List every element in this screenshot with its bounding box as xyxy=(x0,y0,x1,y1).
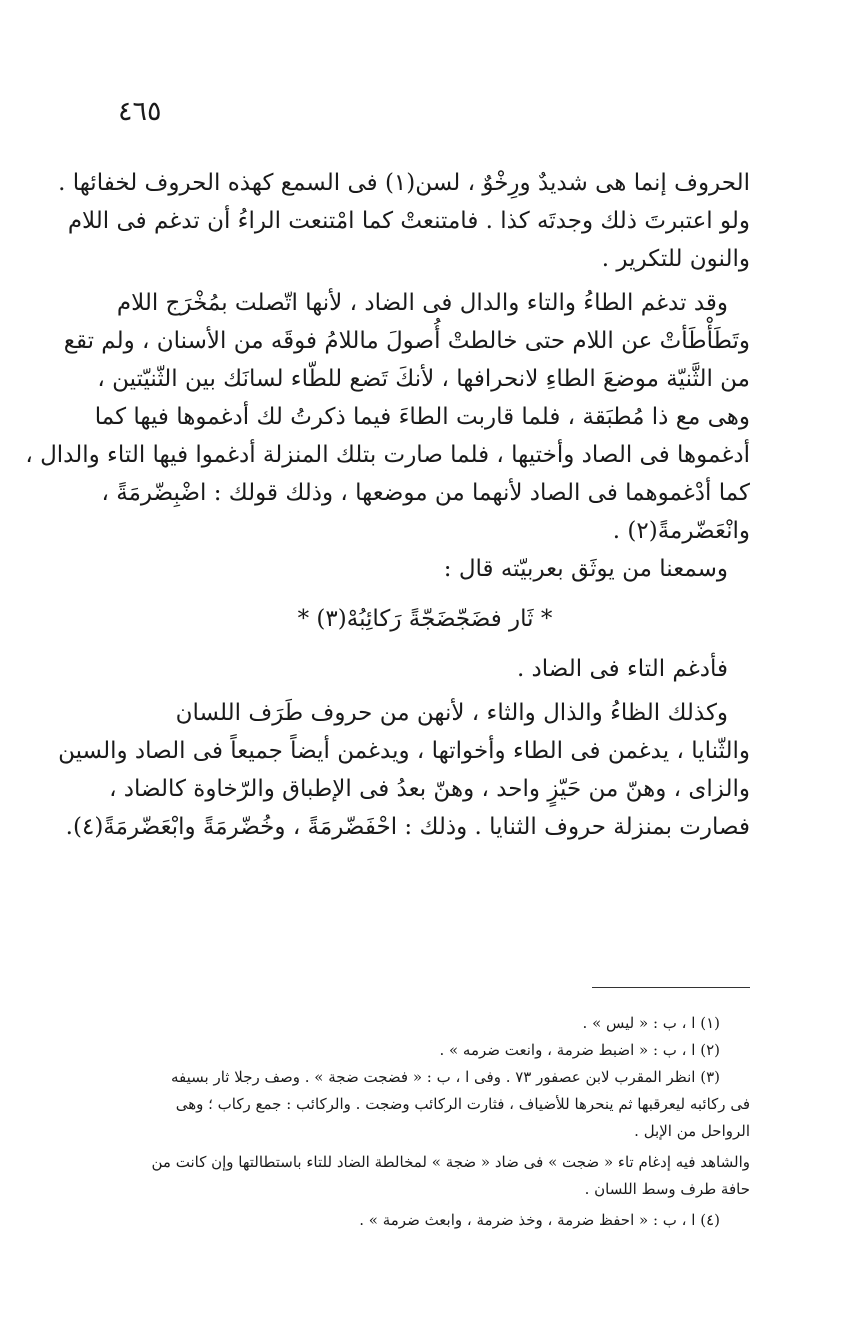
paragraph-start-line: وسمعنا من يوثَق بعربيّته قال : xyxy=(443,556,728,582)
text-line: وهى مع ذا مُطبَقة ، فلما قاربت الطاءَ فيما ذكرتُ لك أدغموها فيها كما xyxy=(94,404,750,430)
main-text xyxy=(25,164,750,846)
text-line: وتَطَأْطَأتْ عن اللام حتى خالطتْ أُصولَ ماللامُ فوقَه من الأسنان ، ولم تقع xyxy=(63,328,750,354)
footnote-1: (١) ا ، ب : « ليس » . xyxy=(582,1014,720,1032)
footnote-2: (٢) ا ، ب : « اضبط ضرمة ، وانعت ضرمه » . xyxy=(439,1041,720,1059)
footnotes xyxy=(100,1010,750,1234)
footnote-4: (٤) ا ، ب : « احفظ ضرمة ، وخذ ضرمة ، وابعث ضرمة » . xyxy=(359,1211,720,1229)
text-line: والثّنايا ، يدغمن فى الطاء وأخواتها ، ويدغمن أيضاً جميعاً فى الصاد والسين xyxy=(58,738,750,764)
footnote-3-continued: فى ركائبه ليعرقبها ثم ينحرها للأضياف ، فثارت الركائب وضجت . والركائب : جمع ركاب ؛ وهى xyxy=(175,1095,750,1113)
text-line: من الثَّنيّة موضعَ الطاءِ لانحرافها ، لأنكَ تَضع للطّاء لسانَك بين الثّنيّتين ، xyxy=(97,366,750,392)
footnote-3: (٣) انظر المقرب لابن عصفور ٧٣ . وفى ا ، ب : « فضجت ضجة » . وصف رجلا ثار بسيفه xyxy=(171,1068,720,1086)
page-number: ٤٦٥ xyxy=(118,96,162,127)
text-line: فصارت بمنزلة حروف الثنايا . وذلك : احْفَضّرمَةً ، وخُضّرمَةً وابْعَضّرمَةً(٤). xyxy=(65,814,750,840)
verse-line: * ثَار فضَجّضَجّةً رَكائِبُهْ(٣) * xyxy=(297,606,553,632)
footnote-divider xyxy=(592,987,750,988)
text-line: وانْعَضّرمةً(٢) . xyxy=(612,518,750,544)
text-line: ولو اعتبرتَ ذلك وجدتَه كذا . فامتنعتْ كما امْتنعت الراءُ أن تدغم فى اللام xyxy=(67,208,750,234)
paragraph-start-line: فأدغم التاء فى الضاد . xyxy=(516,656,728,682)
text-line: كما أدْغموهما فى الصاد لأنهما من موضعها ، وذلك قولك : اضْبِضّرمَةً ، xyxy=(101,480,750,506)
footnote-3-note: والشاهد فيه إدغام تاء « ضجت » فى ضاد « ضجة » لمخالطة الضاد للتاء باستطالتها وإن كانت من xyxy=(151,1153,750,1171)
footnote-3-continued: الرواحل من الإبل . xyxy=(634,1122,750,1140)
paragraph-start-line: وكذلك الظاءُ والذال والثاء ، لأنهن من حروف طَرَف اللسان xyxy=(175,700,728,726)
text-line: والنون للتكرير . xyxy=(601,246,750,272)
text-line: الحروف إنما هى شديدٌ ورِخْوٌ ، لسن(١) فى السمع كهذه الحروف لخفائها . xyxy=(58,170,750,196)
footnote-3-note: حافة طرف وسط اللسان . xyxy=(584,1180,750,1198)
paragraph-start-line: وقد تدغم الطاءُ والتاء والدال فى الضاد ، لأنها اتّصلت بمُخْرَج اللام xyxy=(116,290,728,316)
text-line: والزاى ، وهنّ من حَيّزٍ واحد ، وهنّ بعدُ فى الإطباق والرّخاوة كالضاد ، xyxy=(109,776,750,802)
text-line: أدغموها فى الصاد وأختيها ، فلما صارت بتلك المنزلة أدغموا فيها التاء والدال ، xyxy=(25,442,750,468)
